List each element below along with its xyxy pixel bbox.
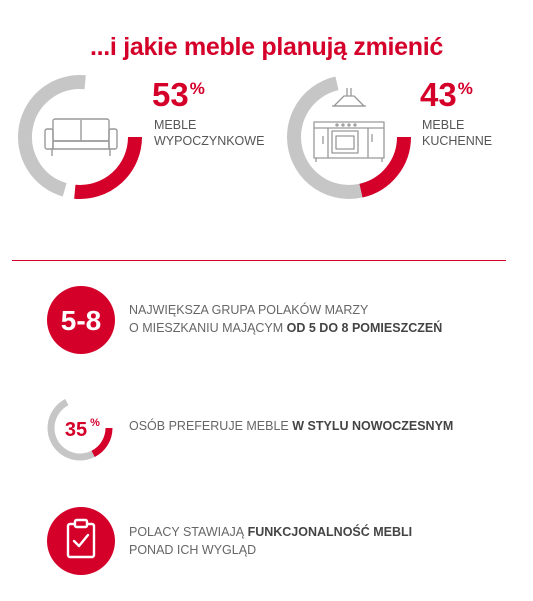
section-divider [12, 260, 506, 261]
function-badge [46, 506, 116, 576]
function-text-bold: FUNKCJONALNOŚĆ MEBLI [247, 525, 413, 539]
rooms-text-line [129, 319, 442, 337]
function-text-line: PONAD ICH WYGLĄD [129, 543, 257, 557]
rooms-badge [46, 285, 116, 355]
sofa-caption [154, 117, 264, 149]
kitchen-caption-line: MEBLE [422, 118, 465, 132]
kitchen-percentage: 43% [420, 76, 473, 113]
modern-style-percentage: 35 [64, 419, 88, 441]
rooms-text-line: NAJWIĘKSZA GRUPA POLAKÓW MARZY [129, 303, 369, 317]
sofa-percentage: 53% [152, 76, 205, 113]
kitchen-caption [422, 117, 492, 149]
donut-chart-sofa [17, 74, 143, 200]
style-text-bold: W STYLU NOWOCZESNYM [292, 419, 454, 433]
donut-value-segment [352, 137, 414, 191]
sofa-caption-line: MEBLE [154, 118, 197, 132]
function-text-line [129, 523, 412, 541]
donut-chart-kitchen [286, 74, 412, 200]
donut-segments [20, 77, 140, 197]
rooms-text [129, 301, 442, 337]
style-text [129, 417, 453, 435]
rooms-badge-label: 5-8 [60, 305, 102, 336]
donut-value-segment [86, 428, 116, 454]
page-title: ...i jakie meble planują zmienić [89, 33, 444, 61]
rooms-text-bold: OD 5 DO 8 POMIESZCZEŃ [286, 321, 443, 335]
style-text-normal: OSÓB PREFERUJE MEBLE [129, 419, 293, 433]
function-text-normal: POLACY STAWIAJĄ [129, 525, 248, 539]
function-badge-circle [47, 507, 115, 575]
sofa-icon [45, 119, 117, 156]
kitchen-icon [314, 88, 384, 162]
sofa-caption-line: WYPOCZYNKOWE [154, 134, 265, 148]
donut-segments [283, 72, 413, 203]
function-text [129, 523, 412, 559]
modern-style-percent-sign: % [90, 417, 100, 429]
rooms-text-normal: O MIESZKANIU MAJĄCYM [129, 321, 287, 335]
kitchen-caption-line: KUCHENNE [422, 134, 493, 148]
donut-chart-modern-style [45, 393, 115, 463]
